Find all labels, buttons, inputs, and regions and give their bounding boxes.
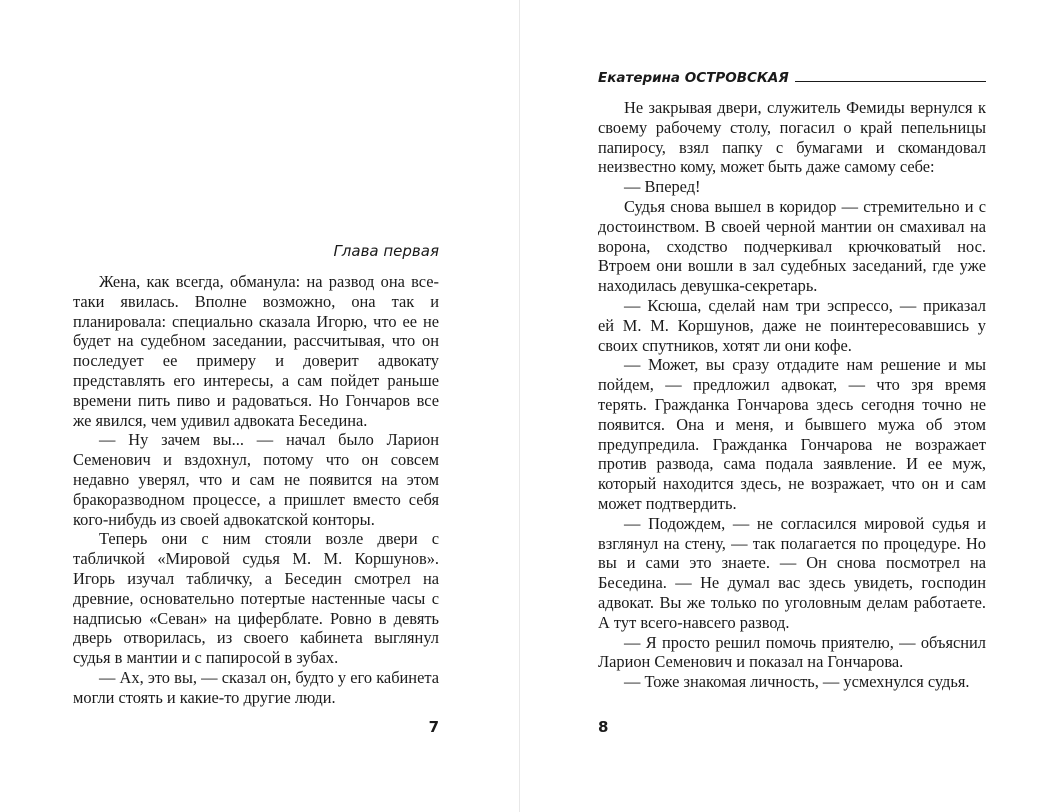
paragraph: Не закрывая двери, служитель Фемиды вернулся к своему рабочему столу, погасил о край пепельницы папиросу, взял папку с бумагами и скомандовал неизвестно кому, может быть даже самому себе:	[598, 98, 986, 177]
paragraph: — Вперед!	[624, 177, 701, 197]
page-number-right: 8	[598, 718, 609, 736]
paragraph: — Может, вы сразу отдадите нам решение и мы пойдем, — предложил адвокат, — что зря время терять. Гражданка Гончарова здесь сегодня точно не появится. Она и меня, и бывшего мужа об этом предупредила. Гражданка Гончарова не возражает против развода, сама подала заявление. И ее муж, который находится здесь, не возражает, что он и сам может подтвердить.	[598, 355, 986, 513]
page-number-left: 7	[428, 718, 439, 736]
left-page	[73, 0, 439, 812]
right-page	[598, 0, 986, 812]
running-head-rule	[795, 81, 986, 82]
running-head-author: Екатерина ОСТРОВСКАЯ	[598, 70, 789, 86]
paragraph: Судья снова вышел в коридор — стремительно и с достоинством. В своей черной мантии он смахивал на ворона, сходство подчеркивал крючковатый нос. Втроем они вошли в зал судебных заседаний, где уже находилась девушка-секретарь.	[598, 196, 986, 296]
chapter-title: Глава первая	[333, 242, 439, 260]
paragraph: — Ну зачем вы... — начал было Ларион Семенович и вздохнул, потому что он совсем недавно уверял, что и сам не появится на этом бракоразводном процессе, а пришлет вместо себя кого-нибудь из своей адвокатской конторы.	[73, 430, 439, 529]
paragraph: — Ах, это вы, — сказал он, будто у его кабинета могли стоять и какие-то другие люди.	[73, 667, 439, 707]
paragraph: Теперь они с ним стояли возле двери с табличкой «Мировой судья М. М. Коршунов». Игорь изучал табличку, а Беседин смотрел на древние, основательно потертые настенные часы с надписью «Севан» на циферблате. Ровно в девять дверь отворилась, из своего кабинета выглянул судья в мантии и с папиросой в зубах.	[73, 529, 439, 668]
paragraph: Жена, как всегда, обманула: на развод она все-таки явилась. Вполне возможно, она так и планировала: специально сказала Игорю, что ее не будет на судебном заседании, рассчитывая, что он последует ее примеру и доверит адвокату представлять его интересы, а сам пойдет раньше времени пить пиво и радоваться. Но Гончаров все же явился, чем удивил адвоката Беседина.	[73, 272, 439, 430]
paragraph: — Ксюша, сделай нам три эспрессо, — приказал ей М. М. Коршунов, даже не поинтересовавшись у своих спутников, хотят ли они кофе.	[598, 295, 986, 355]
running-head	[598, 70, 986, 86]
left-page-body	[73, 272, 439, 708]
paragraph: — Я просто решил помочь приятелю, — объяснил Ларион Семенович и показал на Гончарова.	[598, 632, 986, 672]
page-gutter	[519, 0, 520, 812]
right-page-body	[598, 98, 986, 692]
paragraph: — Подождем, — не согласился мировой судья и взглянул на стену, — так полагается по процедуре. Но вы и сами это знаете. — Он снова посмотрел на Беседина. — Не думал вас здесь увидеть, господин адвокат. Вы же только по уголовным делам работаете. А тут всего-навсего развод.	[598, 513, 986, 632]
paragraph: — Тоже знакомая личность, — усмехнулся судья.	[624, 672, 970, 692]
